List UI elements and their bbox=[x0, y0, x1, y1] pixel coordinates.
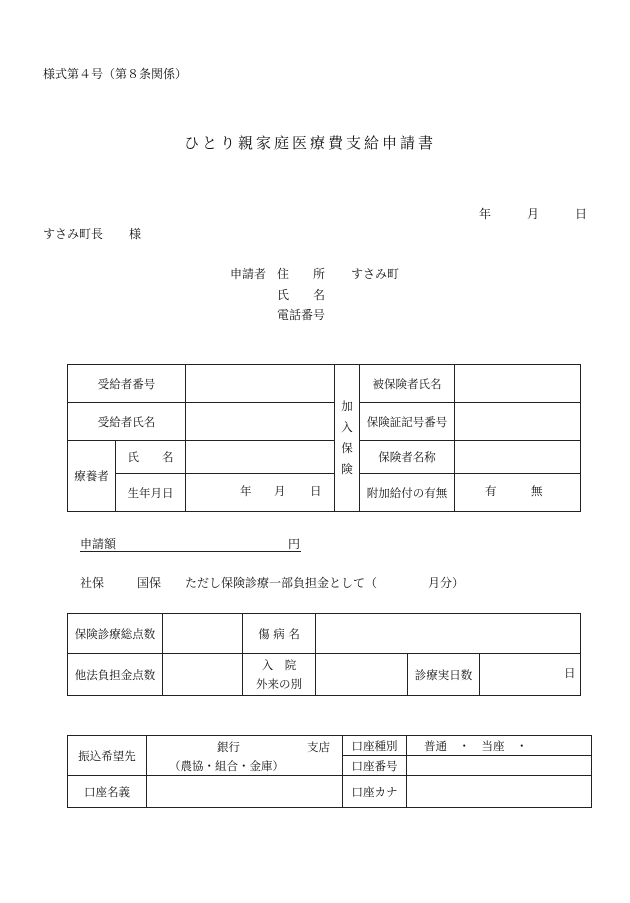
dob-field[interactable] bbox=[186, 474, 335, 512]
account-holder-field[interactable] bbox=[147, 776, 343, 808]
card-number-label: 保険証記号番号 bbox=[360, 403, 455, 441]
card-number-field[interactable] bbox=[455, 403, 581, 441]
kokuho-option[interactable]: 国保 bbox=[137, 576, 162, 590]
insurer-name-field[interactable] bbox=[455, 441, 581, 474]
recipient-name-label: 受給者氏名 bbox=[68, 403, 186, 441]
total-points-label: 保険診療総点数 bbox=[68, 614, 163, 654]
benefit-no-option[interactable]: 無 bbox=[531, 483, 543, 498]
date-month-label: 月 bbox=[527, 207, 540, 221]
recipient-insurance-table bbox=[67, 364, 581, 512]
additional-benefit-field[interactable] bbox=[455, 474, 581, 512]
addressee-honorific: 様 bbox=[129, 227, 142, 241]
applicant-address-value: すさみ町 bbox=[351, 267, 400, 281]
inpatient-outpatient-field[interactable] bbox=[316, 654, 408, 696]
dob-month-label: 月 bbox=[274, 483, 286, 498]
actual-days-field[interactable] bbox=[480, 654, 581, 696]
recipient-number-label: 受給者番号 bbox=[68, 365, 186, 403]
claim-amount-line[interactable] bbox=[80, 538, 301, 552]
applicant-label: 申請者 bbox=[230, 267, 267, 281]
medical-points-table bbox=[67, 613, 581, 696]
recipient-number-field[interactable] bbox=[186, 365, 335, 403]
dob-day-label: 日 bbox=[310, 483, 322, 498]
addressee-name: すさみ町長 bbox=[43, 227, 104, 241]
other-law-points-field[interactable] bbox=[163, 654, 243, 696]
branch-label: 支店 bbox=[307, 739, 330, 754]
benefit-yes-option[interactable]: 有 bbox=[485, 483, 497, 498]
insured-name-field[interactable] bbox=[455, 365, 581, 403]
applicant-name-label: 氏 名 bbox=[277, 288, 326, 302]
date-day-label: 日 bbox=[575, 207, 588, 221]
bank-field[interactable] bbox=[147, 736, 343, 776]
applicant-address-label: 住 所 bbox=[277, 267, 326, 281]
account-kana-field[interactable] bbox=[407, 776, 592, 808]
recipient-name-field[interactable] bbox=[186, 403, 335, 441]
additional-benefit-label: 附加給付の有無 bbox=[360, 474, 455, 512]
form-number: 様式第４号（第８条関係） bbox=[43, 67, 188, 81]
applicant-phone-label: 電話番号 bbox=[277, 308, 326, 322]
transfer-label: 振込希望先 bbox=[68, 736, 147, 776]
patient-label: 療養者 bbox=[68, 441, 116, 512]
inpatient-outpatient-label: 入 院 外来の別 bbox=[243, 654, 316, 696]
patient-name-label: 氏 名 bbox=[116, 441, 186, 474]
other-law-points-label: 他法負担金点数 bbox=[68, 654, 163, 696]
dob-label: 生年月日 bbox=[116, 474, 186, 512]
account-type-field[interactable] bbox=[407, 736, 592, 756]
account-number-label: 口座番号 bbox=[343, 756, 407, 776]
claim-amount-unit: 円 bbox=[288, 537, 301, 551]
claim-amount-label: 申請額 bbox=[80, 537, 117, 551]
copay-month-label: 月分） bbox=[428, 576, 465, 590]
disease-label: 傷 病 名 bbox=[243, 614, 316, 654]
bank-label: 銀行 bbox=[217, 739, 240, 754]
actual-days-unit: 日 bbox=[564, 665, 576, 680]
insurer-name-label: 保険者名称 bbox=[360, 441, 455, 474]
copay-description: ただし保険診療一部負担金として（ bbox=[185, 576, 378, 590]
shaho-option[interactable]: 社保 bbox=[80, 576, 105, 590]
date-year-label: 年 bbox=[479, 207, 492, 221]
insured-name-label: 被保険者氏名 bbox=[360, 365, 455, 403]
account-type-options[interactable]: 普通 ・ 当座 ・ bbox=[424, 738, 528, 753]
account-holder-label: 口座名義 bbox=[68, 776, 147, 808]
page-title: ひとり親家庭医療費支給申請書 bbox=[184, 134, 437, 152]
patient-name-field[interactable] bbox=[186, 441, 335, 474]
bank-types-label: （農協・組合・金庫） bbox=[169, 758, 284, 773]
dob-year-label: 年 bbox=[240, 483, 252, 498]
account-type-label: 口座種別 bbox=[343, 736, 407, 756]
total-points-field[interactable] bbox=[163, 614, 243, 654]
disease-field[interactable] bbox=[316, 614, 581, 654]
bank-transfer-table bbox=[67, 735, 592, 808]
actual-days-label: 診療実日数 bbox=[408, 654, 480, 696]
account-kana-label: 口座カナ bbox=[343, 776, 407, 808]
insurance-vertical-label: 加 入 保 険 bbox=[335, 365, 360, 512]
account-number-field[interactable] bbox=[407, 756, 592, 776]
